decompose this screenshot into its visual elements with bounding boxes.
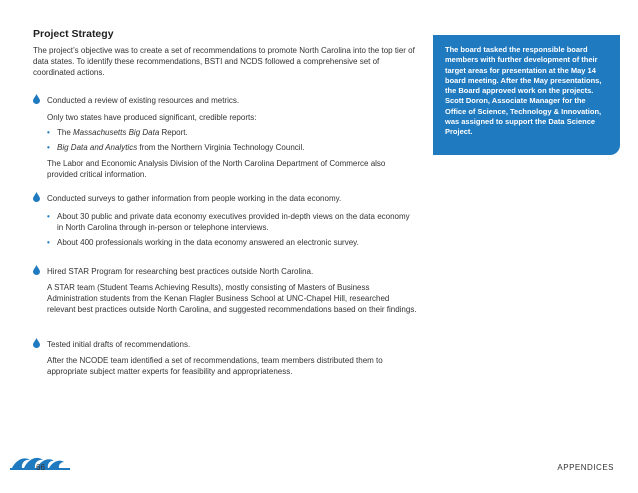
section-lead: Conducted a review of existing resources and metrics. xyxy=(47,96,240,105)
water-drop-icon xyxy=(33,192,40,202)
section-lead: Tested initial drafts of recommendations. xyxy=(47,340,191,349)
callout-box xyxy=(433,35,620,155)
section-paragraph: Only two states have produced significant, credible reports: xyxy=(47,113,257,122)
water-drop-icon xyxy=(33,94,40,104)
wave-logo-icon xyxy=(10,446,70,477)
strategy-section-2 xyxy=(33,192,418,252)
list-item: • About 400 professionals working in the data economy answered an electronic survey. xyxy=(47,238,359,247)
intro-paragraph: The project’s objective was to create a set of recommendations to promote North Carolina into the top tier of data states. To identify these recommendations, BSTI and NCDS followed a comprehensive set of coordinated actions. xyxy=(33,46,415,77)
section-lead: Conducted surveys to gather information from people working in the data economy. xyxy=(47,194,342,203)
section-label: APPENDICES xyxy=(557,463,614,472)
strategy-section-1 xyxy=(33,94,418,184)
section-paragraph: The Labor and Economic Analysis Division of the North Carolina Department of Commerce also provided critical information. xyxy=(47,159,386,179)
list-item: • Big Data and Analytics from the Northern Virginia Technology Council. xyxy=(47,143,305,152)
page-number: 66 xyxy=(36,463,45,472)
list-item: • About 30 public and private data economy executives provided in-depth views on the data economy in North Carolina through in-person or telephone interviews. xyxy=(47,212,410,232)
bullet-marker: • xyxy=(47,212,50,221)
section-lead: Hired STAR Program for researching best practices outside North Carolina. xyxy=(47,267,314,276)
strategy-section-4 xyxy=(33,338,418,383)
bullet-marker: • xyxy=(47,143,50,152)
section-paragraph: A STAR team (Student Teams Achieving Results), mostly consisting of Masters of Business Administration students from the Kenan Flagler Business School at UNC-Chapel Hill, researched relevant best practices outside North Carolina, and suggested recommendations based on their findings. xyxy=(47,283,417,314)
callout-text: The board tasked the responsible board members with further development of their target areas for presentation at the May 14 board meeting. After the May presentations, the Board approved work on the projects. Scott Doron, Associate Manager for the Office of Science, Technology & Innovation, was assigned to support the Data Science Project. xyxy=(445,45,602,137)
bullet-marker: • xyxy=(47,128,50,137)
page-title: Project Strategy xyxy=(33,28,114,40)
strategy-section-3 xyxy=(33,265,418,331)
water-drop-icon xyxy=(33,338,40,348)
section-paragraph: After the NCODE team identified a set of recommendations, team members distributed them to appropriate subject matter experts for feasibility and appropriateness. xyxy=(47,356,383,376)
water-drop-icon xyxy=(33,265,40,275)
list-item: • The Massachusetts Big Data Report. xyxy=(47,128,188,137)
bullet-marker: • xyxy=(47,238,50,247)
